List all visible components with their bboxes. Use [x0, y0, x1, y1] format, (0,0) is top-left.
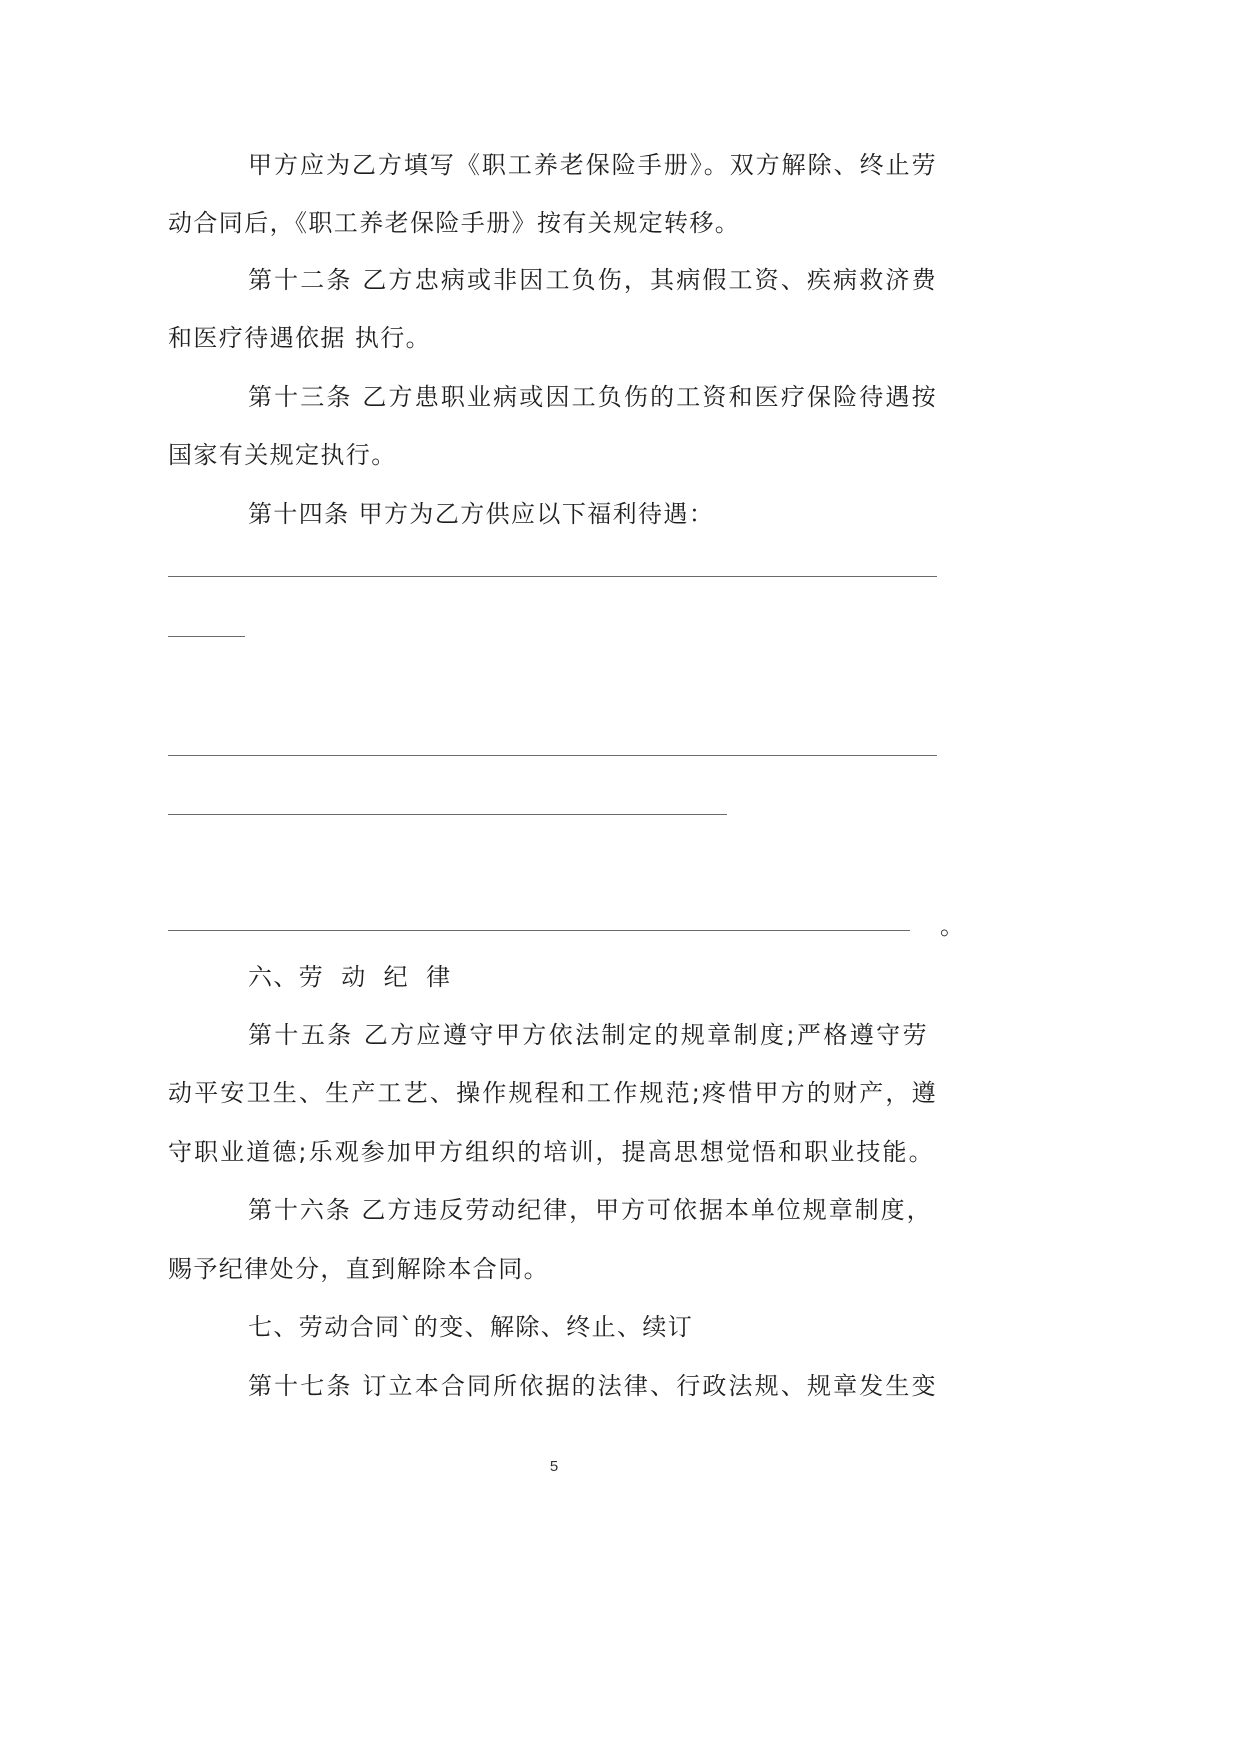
article-12-line-2: 和医疗待遇依据 执行。	[168, 324, 432, 352]
section-6-heading: 六、劳 动 纪 律	[248, 963, 452, 991]
fill-in-blank-line-4	[168, 814, 727, 815]
article-13-line-1: 第十三条 乙方患职业病或因工负伤的工资和医疗保险待遇按	[248, 383, 937, 411]
article-16-line-2: 赐予纪律处分，直到解除本合同。	[168, 1255, 549, 1283]
blank-end-period: 。	[940, 912, 966, 940]
article-13-line-2: 国家有关规定执行。	[168, 441, 397, 469]
article-17-line-1: 第十七条 订立本合同所依据的法律、行政法规、规章发生变	[248, 1372, 937, 1400]
article-15-line-1: 第十五条 乙方应遵守甲方依法制定的规章制度;严格遵守劳	[248, 1021, 928, 1049]
section-7-heading: 七、劳动合同`的变、解除、终止、续订	[248, 1313, 694, 1341]
article-14-line-1: 第十四条 甲方为乙方供应以下福利待遇：	[248, 500, 715, 528]
page-number: 5	[549, 1458, 559, 1475]
fill-in-blank-line-1	[168, 576, 937, 577]
fill-in-blank-line-2	[168, 636, 245, 637]
pension-paragraph-line-2: 动合同后，《职工养老保险手册》按有关规定转移。	[168, 209, 741, 237]
article-15-line-2: 动平安卫生、生产工艺、操作规程和工作规范;疼惜甲方的财产，遵	[168, 1079, 937, 1107]
article-12-line-1: 第十二条 乙方忠病或非因工负伤，其病假工资、疾病救济费	[248, 266, 937, 294]
article-16-line-1: 第十六条 乙方违反劳动纪律，甲方可依据本单位规章制度，	[248, 1196, 932, 1224]
fill-in-blank-line-3	[168, 755, 937, 756]
article-15-line-3: 守职业道德;乐观参加甲方组织的培训，提高思想觉悟和职业技能。	[168, 1138, 934, 1166]
fill-in-blank-line-5	[168, 930, 910, 931]
pension-paragraph-line-1: 甲方应为乙方填写《职工养老保险手册》。双方解除、终止劳	[248, 151, 937, 179]
